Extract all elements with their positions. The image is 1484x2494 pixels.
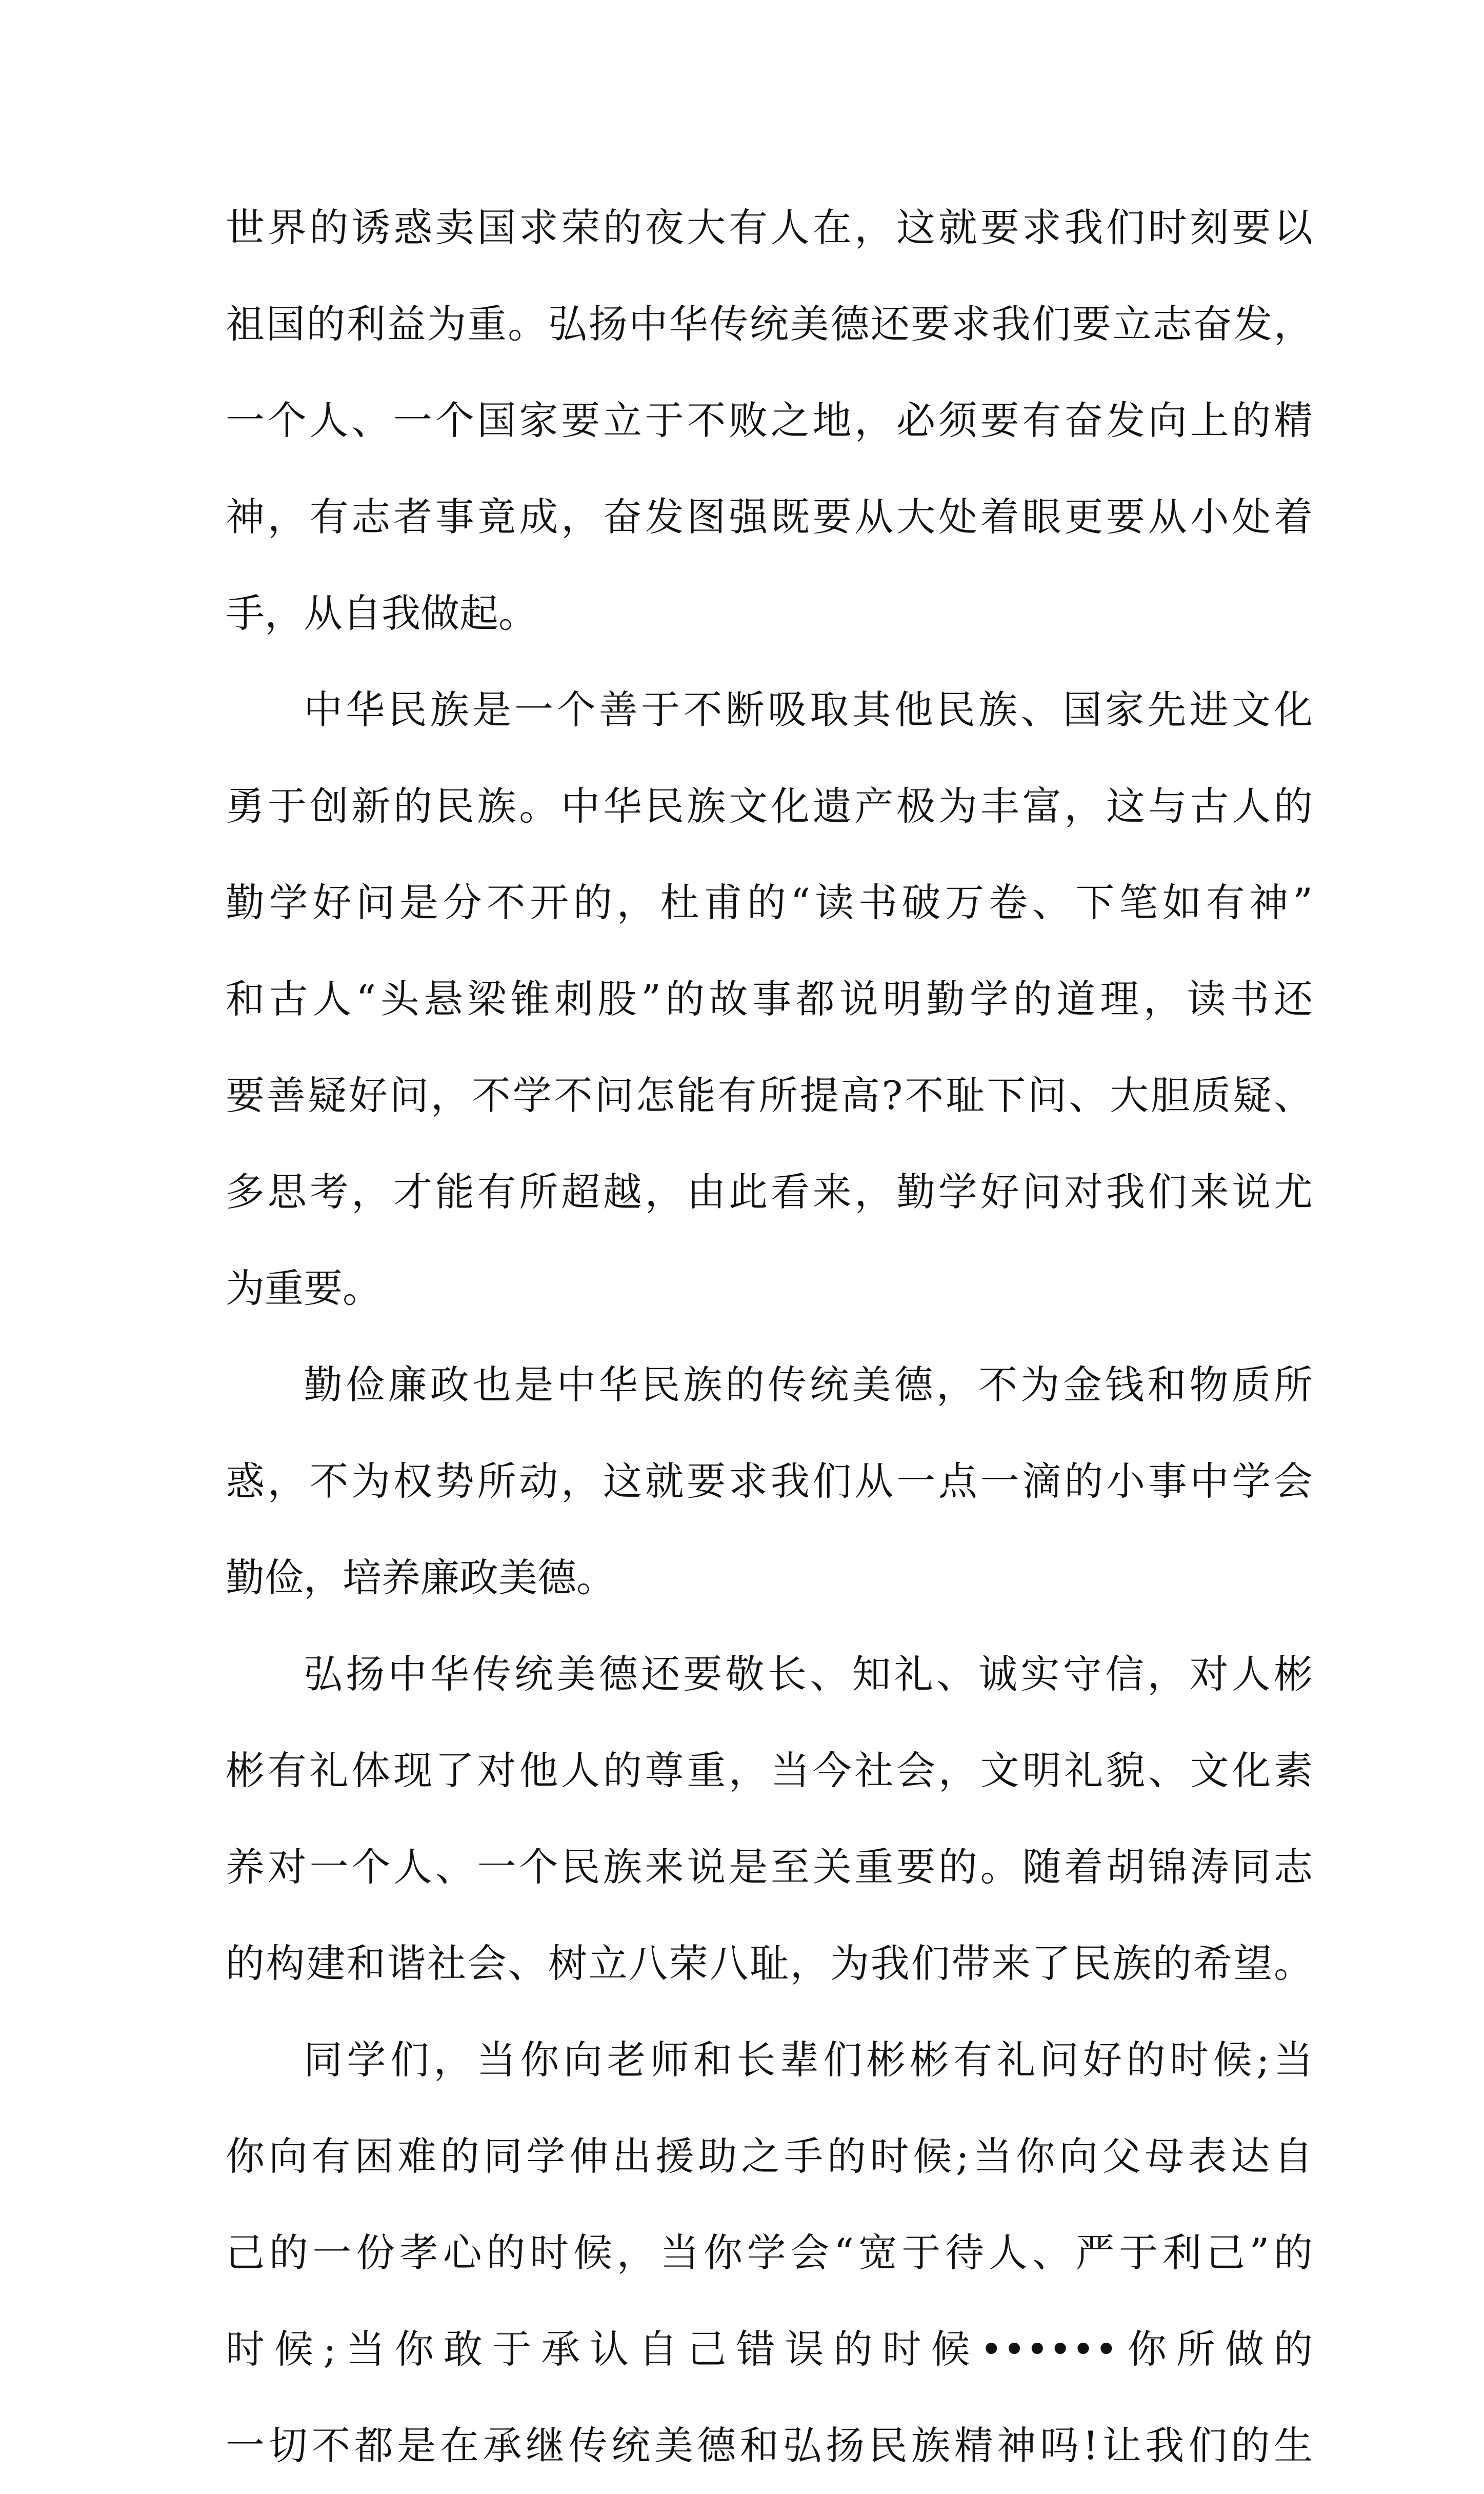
text-line: 要善疑好问，不学不问怎能有所提高?不耻下问、大胆质疑、 — [226, 1073, 1313, 1118]
text-line: 勇于创新的民族。中华民族文化遗产极为丰富，这与古人的 — [226, 783, 1313, 829]
text-line: 的构建和谐社会、树立八荣八耻，为我们带来了民族的希望。 — [226, 1941, 1313, 1986]
paragraph-first-line: 中华民族是一个善于不断吸取其他民族、国家先进文化 — [304, 687, 1313, 733]
text-line: 勤俭，培养廉政美德。 — [226, 1555, 615, 1600]
text-line: 神，有志者事竟成，奋发图强既要从大处着眼更要从小处着 — [226, 494, 1313, 540]
text-line: 惑，不为权势所动，这就要求我们从一点一滴的小事中学会 — [226, 1458, 1313, 1504]
text-line: 世界的诱惑卖国求荣的夜大有人在，这就要求我们时刻要以 — [226, 205, 1313, 250]
paragraph-first-line: 同学们，当你向老师和长辈们彬彬有礼问好的时候;当 — [304, 2037, 1313, 2083]
text-line: 和古人“头悬梁锥刺股”的故事都说明勤学的道理，读书还 — [226, 976, 1313, 1022]
text-line: 一个人、一个国家要立于不败之地，必须要有奋发向上的精 — [226, 398, 1313, 443]
text-line: 你向有困难的同学伸出援助之手的时候;当你向父母表达自 — [226, 2133, 1313, 2179]
body-text — [226, 180, 1313, 2494]
text-line: 为重要。 — [226, 1265, 382, 1311]
text-line: 己的一份孝心的时候，当你学会“宽于待人、严于利己”的 — [226, 2230, 1313, 2275]
paragraph-first-line: 弘扬中华传统美德还要敬长、知礼、诚实守信，对人彬 — [304, 1651, 1313, 1697]
text-line: 时候;当你敢于承认自己错误的时候••••••你所做的 — [226, 2326, 1313, 2372]
text-line: 勤学好问是分不开的，杜甫的“读书破万卷、下笔如有神” — [226, 880, 1313, 925]
text-line: 祖国的利益为重。弘扬中华传统美德还要求我们要立志奋发， — [226, 301, 1313, 347]
text-line: 多思考，才能有所超越，由此看来，勤学好问对我们来说尤 — [226, 1169, 1313, 1215]
text-line: 彬有礼体现了对他人的尊重，当今社会，文明礼貌、文化素 — [226, 1748, 1313, 1793]
paragraph-first-line: 勤俭廉政也是中华民族的传统美德，不为金钱和物质所 — [304, 1362, 1313, 1408]
text-line: 一切不都是在承继传统美德和弘扬民族精神吗!让我们的生 — [226, 2423, 1313, 2468]
text-line: 养对一个人、一个民族来说是至关重要的。随着胡锦涛同志 — [226, 1844, 1313, 1890]
text-line: 手，从自我做起。 — [226, 590, 537, 636]
